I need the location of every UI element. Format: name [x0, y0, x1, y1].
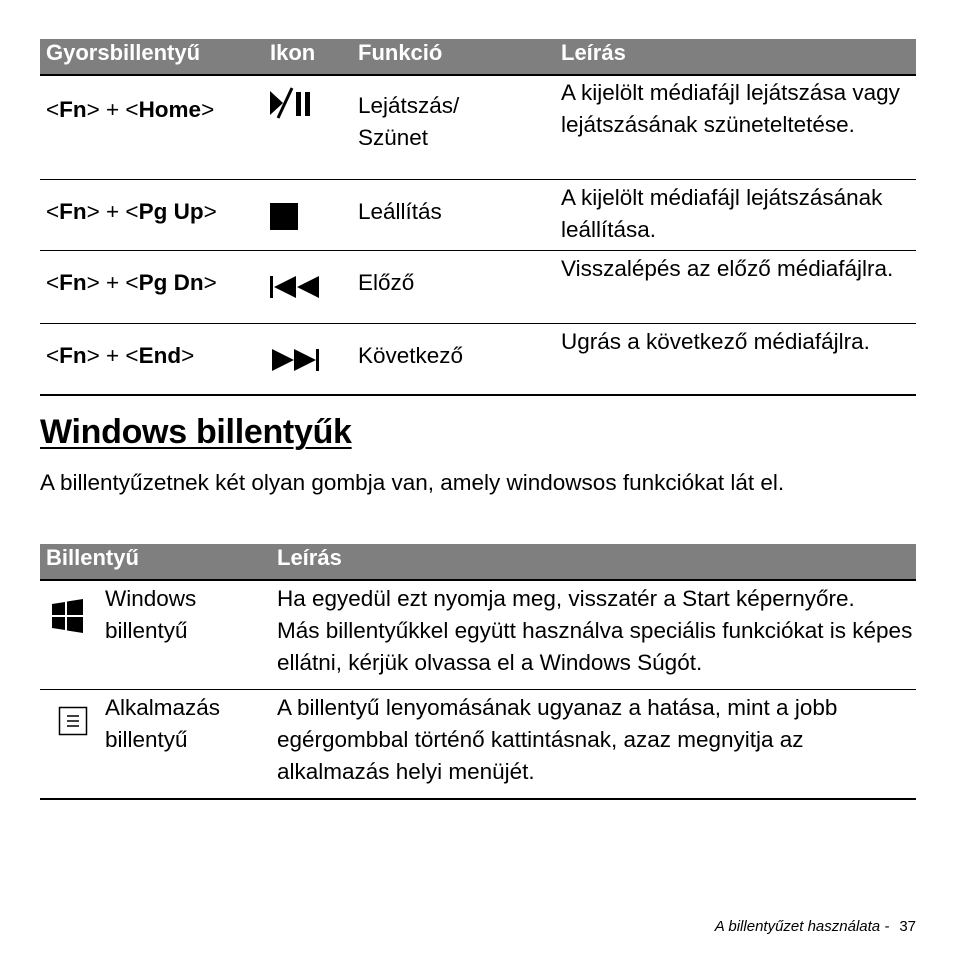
stop-icon [267, 200, 327, 240]
table-header-row [40, 39, 916, 75]
windows-keys-table [40, 544, 916, 800]
page-footer [715, 918, 916, 935]
footer-title: A billentyűzet használata - [714, 918, 890, 935]
header-key: Billentyű [40, 544, 271, 580]
shortcut-keys: <Fn> + <Home> [40, 75, 264, 179]
previous-icon [267, 273, 327, 313]
header-description: Leírás [555, 39, 916, 75]
key-description: Ha egyedül ezt nyomja meg, visszatér a Start képernyőre. Más billentyűkkel együtt használva speciális funkciókat is képes ellátni, kérjük olvassa el a Windows Súgót. [271, 580, 916, 690]
function-description: A kijelölt médiafájl lejátszásának leállítása. [555, 179, 916, 250]
header-description: Leírás [271, 544, 916, 580]
table-row [40, 690, 916, 800]
media-shortcuts-table [40, 39, 916, 396]
function-name: Lejátszás/ Szünet [352, 75, 555, 179]
shortcut-keys: <Fn> + <Pg Dn> [40, 250, 264, 323]
header-icon: Ikon [264, 39, 352, 75]
section-title: Windows billentyűk [40, 413, 352, 451]
function-name: Előző [352, 250, 555, 323]
function-description: Ugrás a következő médiafájlra. [555, 323, 916, 395]
shortcut-keys: <Fn> + <Pg Up> [40, 179, 264, 250]
function-name: Következő [352, 323, 555, 395]
key-description: A billentyű lenyomásának ugyanaz a hatása, mint a jobb egérgombbal történő kattintásnak, azaz megnyitja az alkalmazás helyi menüjét. [271, 690, 916, 800]
key-name: Alkalmazás billentyű [99, 690, 271, 800]
next-icon [267, 346, 327, 386]
windows-logo-icon [50, 597, 90, 637]
key-name: Windows billentyű [99, 580, 271, 690]
section-intro: A billentyűzetnek két olyan gombja van, amely windowsos funkciókat lát el. [40, 470, 785, 495]
header-function: Funkció [352, 39, 555, 75]
function-description: A kijelölt médiafájl lejátszása vagy lejátszásának szüneteltetése. [555, 75, 916, 179]
function-description: Visszalépés az előző médiafájlra. [555, 250, 916, 323]
function-name: Leállítás [352, 179, 555, 250]
page-number: 37 [899, 918, 916, 935]
table-row [40, 250, 916, 323]
table-row [40, 75, 916, 179]
table-row [40, 580, 916, 690]
play-pause-icon [267, 85, 327, 125]
menu-key-icon [58, 706, 98, 746]
table-row [40, 179, 916, 250]
shortcut-keys: <Fn> + <End> [40, 323, 264, 395]
table-row [40, 323, 916, 395]
header-shortcut: Gyorsbillentyű [40, 39, 264, 75]
windows-keys-section [40, 544, 916, 800]
table-header-row [40, 544, 916, 580]
shortcuts-section [40, 39, 916, 396]
